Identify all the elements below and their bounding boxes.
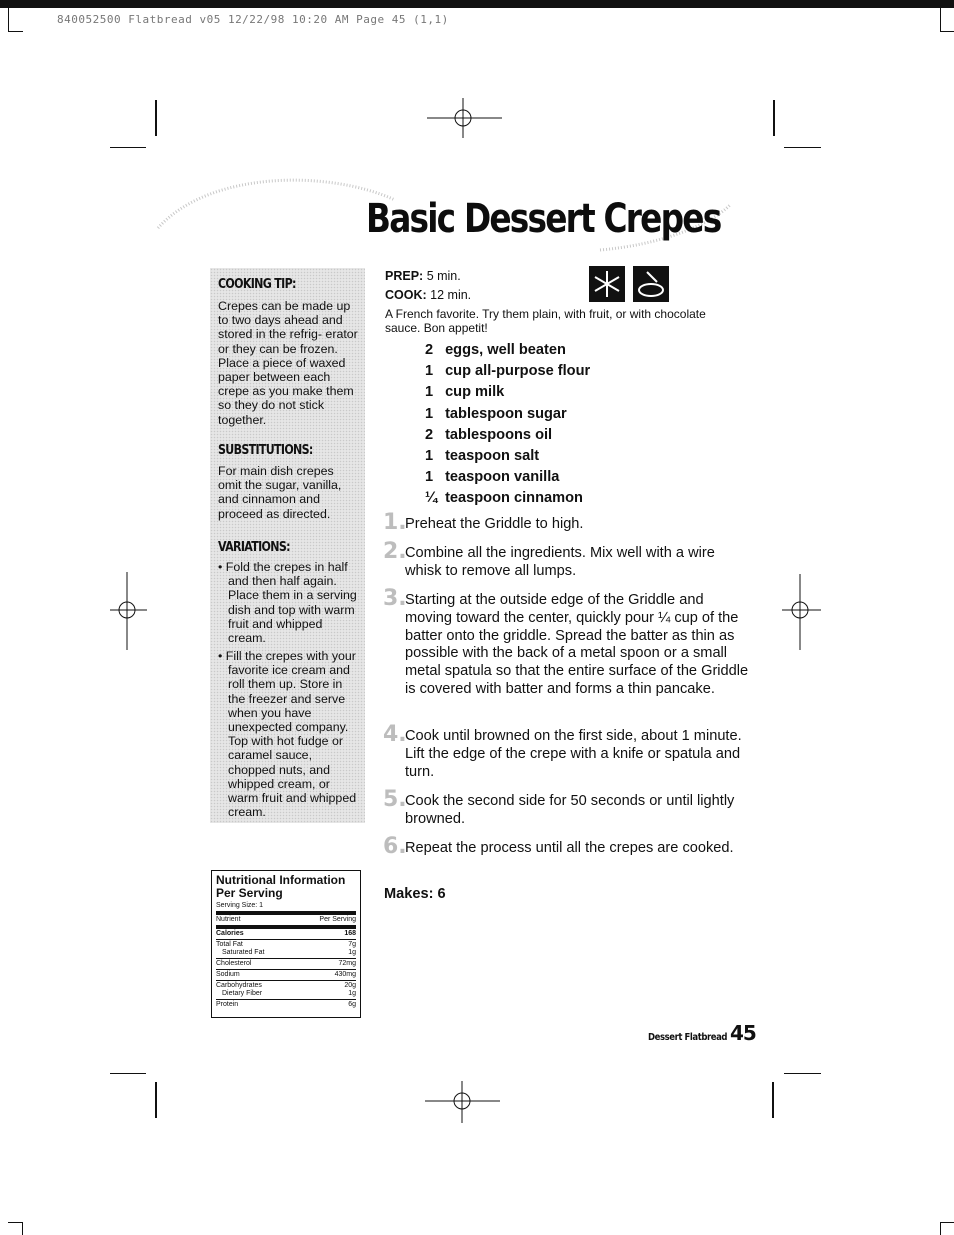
page-number: 45 xyxy=(730,1021,756,1045)
serving-size: Serving Size: 1 xyxy=(216,902,264,909)
nutrition-row: Saturated Fat 1g xyxy=(222,949,356,956)
prep-time xyxy=(385,269,461,283)
prep-label: PREP: xyxy=(385,269,424,283)
cook-label: COOK: xyxy=(385,288,427,302)
cook-value: 12 min. xyxy=(430,288,472,302)
cooking-tip-heading: COOKING TIP: xyxy=(218,277,296,292)
page-footer xyxy=(648,1021,756,1045)
step-number: 4. xyxy=(383,722,407,747)
nutrition-header-row: Nutrient Per Serving xyxy=(216,916,356,923)
footer-section: Dessert Flatbread xyxy=(648,1032,728,1043)
nutrition-row: Cholesterol 72mg xyxy=(216,960,356,967)
step-text: Repeat the process until all the crepes are cooked. xyxy=(405,840,734,856)
ingredient-item: 1 teaspoon vanilla xyxy=(425,469,560,486)
variations-heading: VARIATIONS: xyxy=(218,540,290,555)
griddle-icon xyxy=(633,266,669,302)
cooking-tip-text: Crepes can be made up to two days ahead and stored in the refrig- erator or they can be frozen. Place a piece of waxed paper between each crepe as you make them so they do not stick together. xyxy=(218,299,358,427)
ingredient-item: 2 tablespoons oil xyxy=(425,426,553,443)
step-text: Combine all the ingredients. Mix well with a wire whisk to remove all lumps. xyxy=(405,545,715,579)
nutrition-title: Nutritional Information Per Serving xyxy=(216,873,346,900)
step-number: 2. xyxy=(383,539,407,564)
nutrition-panel xyxy=(211,870,361,1018)
recipe-intro: A French favorite. Try them plain, with fruit, or with chocolate sauce. Bon appetit! xyxy=(385,307,706,335)
step-text: Preheat the Griddle to high. xyxy=(405,516,584,532)
step-number: 5. xyxy=(383,787,407,812)
print-slug: 840052500 Flatbread v05 12/22/98 10:20 AM Page 45 (1,1) xyxy=(57,13,449,26)
ingredient-item: 1 cup all-purpose flour xyxy=(425,363,591,380)
nutrition-row: Sodium 430mg xyxy=(216,971,356,978)
nutrition-divider xyxy=(216,925,356,929)
nutrition-divider xyxy=(216,911,356,915)
ingredient-item: 1 teaspoon salt xyxy=(425,447,540,464)
step-number: 6. xyxy=(383,834,407,859)
snowflake-icon xyxy=(589,266,625,302)
variation-item: • Fill the crepes with your favorite ice cream and roll them up. Store in the freezer and serve when you have unexpected company. Top with hot fudge or caramel sauce, chopped nuts, and whipped cream, or warm fruit and whipped cream. xyxy=(218,649,357,820)
nutrition-row: Dietary Fiber 1g xyxy=(222,990,356,997)
recipe-title: Basic Dessert Crepes xyxy=(366,196,721,242)
nutrition-row: Total Fat 7g xyxy=(216,941,356,948)
nutrition-row: Carbohydrates 20g xyxy=(216,982,356,989)
step-text: Cook the second side for 50 seconds or until lightly browned. xyxy=(405,793,735,827)
step-text: Starting at the outside edge of the Griddle and moving toward the center, quickly pour ¼ cup of the batter onto the griddle. Spread the batter as thin as possible with the back of a metal spoon or a small metal spatula so that the entire surface of the Griddle is covered with batter and forms a thin pancake. xyxy=(405,592,749,697)
ingredient-list xyxy=(425,340,725,510)
ingredient-item: 2 eggs, well beaten xyxy=(425,342,566,358)
nutrition-row: Protein 6g xyxy=(216,1001,356,1008)
cook-time xyxy=(385,288,471,302)
ingredient-item: 1 cup milk xyxy=(425,384,505,401)
ingredient-item: 1 tablespoon sugar xyxy=(425,405,567,422)
prep-value: 5 min. xyxy=(426,269,461,283)
step-number: 1. xyxy=(383,510,407,535)
ingredient-item: ¼ teaspoon cinnamon xyxy=(425,490,583,507)
recipe-yield: Makes: 6 xyxy=(384,886,446,902)
step-number: 3. xyxy=(383,586,407,611)
nutrition-row: Calories 168 xyxy=(216,930,356,937)
substitutions-heading: SUBSTITUTIONS: xyxy=(218,443,313,458)
variation-item: • Fold the crepes in half and then half again. Place them in a serving dish and top with warm fruit and whipped cream. xyxy=(218,560,357,646)
tips-sidebar xyxy=(210,268,365,823)
substitutions-text: For main dish crepes omit the sugar, vanilla, and cinnamon and proceed as directed. xyxy=(218,464,342,521)
step-text: Cook until browned on the first side, about 1 minute. Lift the edge of the crepe with a knife or spatula and turn. xyxy=(405,728,742,780)
